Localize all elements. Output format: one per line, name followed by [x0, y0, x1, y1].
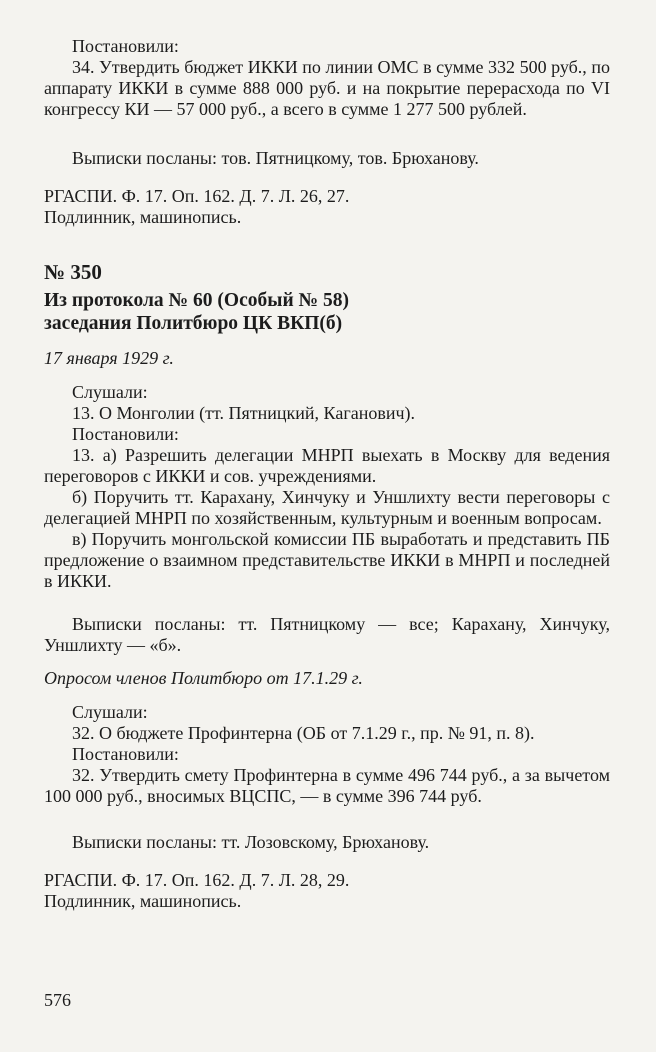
page-number: 576	[44, 990, 71, 1010]
document-type: Подлинник, машинопись.	[44, 891, 242, 911]
agenda-item-13	[44, 382, 610, 592]
document-type: Подлинник, машинопись.	[44, 207, 242, 227]
archive-citation: РГАСПИ. Ф. 17. Оп. 162. Д. 7. Л. 26, 27.	[44, 186, 350, 206]
agenda-item-32	[44, 702, 610, 807]
poll-note: Опросом членов Политбюро от 17.1.29 г.	[44, 668, 363, 688]
copies-sent-line: Выписки посланы: тов. Пятницкому, тов. Брюханову.	[72, 148, 479, 168]
decision-32: 32. Утвердить смету Профинтерна в сумме 496 744 руб., а за вычетом 100 000 руб., вносимых ВЦСПС, — в сумме 396 744 руб.	[44, 765, 610, 806]
decision-block-34	[44, 36, 610, 120]
archive-reference	[44, 870, 610, 912]
document-date: 17 января 1929 г.	[44, 348, 174, 368]
archive-citation: РГАСПИ. Ф. 17. Оп. 162. Д. 7. Л. 28, 29.	[44, 870, 350, 890]
resolved-label: Постановили:	[72, 744, 179, 764]
copies-sent-line: Выписки посланы: тт. Пятницкому — все; Карахану, Хинчуку, Уншлихту — «б».	[44, 614, 610, 655]
document-heading	[44, 289, 610, 335]
resolved-label: Постановили:	[72, 424, 179, 444]
agenda-topic: 32. О бюджете Профинтерна (ОБ от 7.1.29 г., пр. № 91, п. 8).	[72, 723, 535, 743]
decision-13b: б) Поручить тт. Карахану, Хинчуку и Уншлихту вести переговоры с делегацией МНРП по хозяйственным, культурным и военным вопросам.	[44, 487, 610, 528]
decision-text: 34. Утвердить бюджет ИККИ по линии ОМС в сумме 332 500 руб., по аппарату ИККИ в сумме 888 000 руб. и на покрытие перерасхода по VI конгрессу КИ — 57 000 руб., а всего в сумме 1 277 500 рублей.	[44, 57, 610, 119]
agenda-topic: 13. О Монголии (тт. Пятницкий, Каганович).	[72, 403, 416, 423]
decision-13c: в) Поручить монгольской комиссии ПБ выработать и представить ПБ предложение о взаимном представительстве ИККИ в МНРП и последней в ИККИ.	[44, 529, 610, 591]
heading-line-2: заседания Политбюро ЦК ВКП(б)	[44, 313, 343, 334]
document-number: № 350	[44, 260, 102, 284]
heard-label: Слушали:	[72, 702, 148, 722]
heading-line-1: Из протокола № 60 (Особый № 58)	[44, 290, 350, 311]
archive-reference	[44, 186, 610, 228]
heard-label: Слушали:	[72, 382, 148, 402]
resolved-label: Постановили:	[72, 36, 179, 56]
copies-sent-line: Выписки посланы: тт. Лозовскому, Брюханову.	[72, 832, 430, 852]
decision-13a: 13. а) Разрешить делегации МНРП выехать в Москву для ведения переговоров с ИККИ и сов. учреждениями.	[44, 445, 610, 486]
